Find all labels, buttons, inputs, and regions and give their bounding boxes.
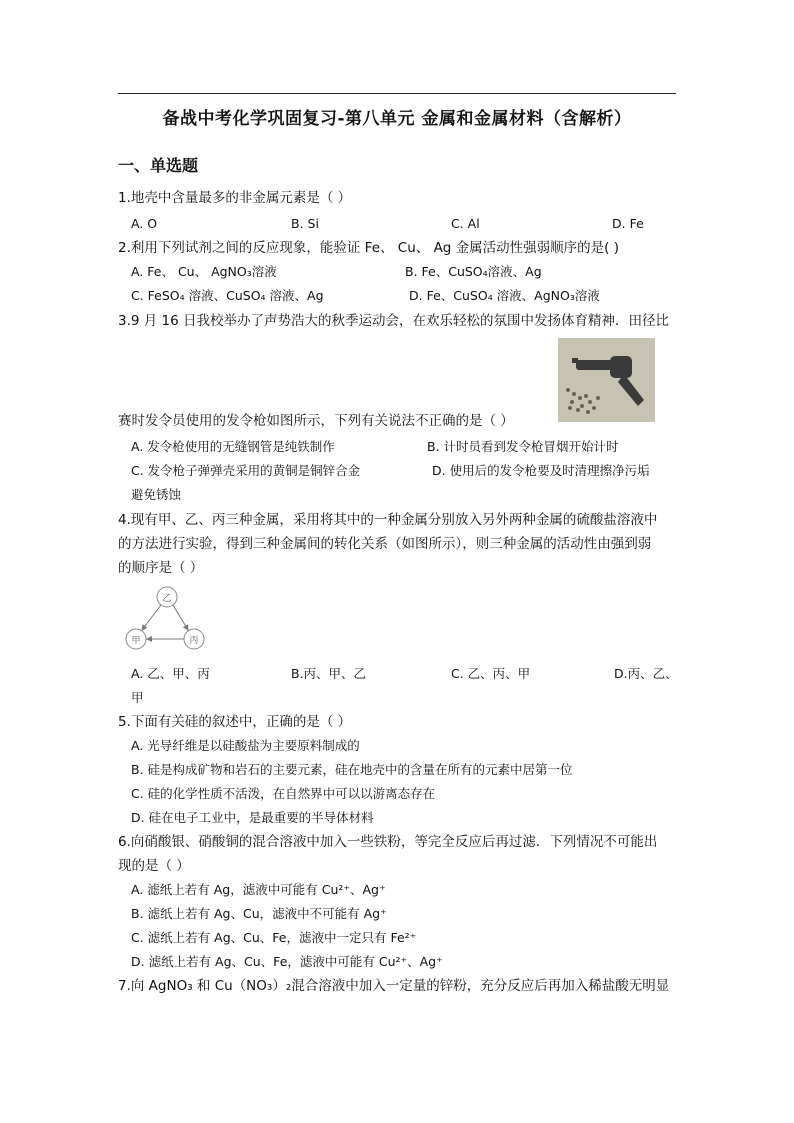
q4-option-c: C. 乙、丙、甲: [451, 666, 531, 681]
node-bing: 丙: [189, 636, 199, 646]
q5-option-b: B. 硅是构成矿物和岩石的主要元素，硅在地壳中的含量在所有的元素中居第一位: [131, 762, 573, 777]
q5-option-a: A. 光导纤维是以硅酸盐为主要原料制成的: [131, 738, 360, 753]
q6-option-a: A. 滤纸上若有 Ag，滤液中可能有 Cu²⁺、Ag⁺: [131, 882, 386, 897]
q5-option-c: C. 硅的化学性质不活泼，在自然界中可以以游离态存在: [131, 786, 436, 801]
q3-option-b: B. 计时员看到发令枪冒烟开始计时: [427, 439, 619, 454]
question-1-stem: 1.地壳中含量最多的非金属元素是（ ）: [118, 190, 352, 206]
question-6-stem-line1: 6.向硝酸银、硝酸铜的混合溶液中加入一些铁粉，等完全反应后再过滤．下列情况不可能出: [118, 834, 658, 850]
page-title: 备战中考化学巩固复习-第八单元 金属和金属材料（含解析）: [162, 109, 632, 129]
q1-option-b: B. Si: [291, 216, 319, 231]
q4-option-d-continued: 甲: [131, 690, 144, 705]
question-3-stem-line1: 3.9 月 16 日我校举办了声势浩大的秋季运动会，在欢乐轻松的氛围中发扬体育精神．田径比: [118, 313, 670, 329]
q2-option-b: B. Fe、CuSO₄溶液、Ag: [405, 264, 542, 279]
question-4-stem-line2: 的方法进行实验，得到三种金属间的转化关系（如图所示），则三种金属的活动性由强到弱: [118, 536, 652, 552]
question-2-stem: 2.利用下列试剂之间的反应现象，能验证 Fe、 Cu、 Ag 金属活动性强弱顺序的是( ): [118, 240, 619, 256]
q1-option-a: A. O: [131, 216, 158, 231]
q3-option-d: D. 使用后的发令枪要及时清理擦净污垢: [432, 463, 650, 478]
q5-option-d: D. 硅在电子工业中，是最重要的半导体材料: [131, 810, 374, 825]
question-3-stem-line2: 赛时发令员使用的发令枪如图所示，下列有关说法不正确的是（ ）: [118, 413, 514, 429]
q1-option-d: D. Fe: [612, 216, 644, 231]
q2-option-a: A. Fe、 Cu、 AgNO₃溶液: [131, 264, 277, 279]
q2-option-c: C. FeSO₄ 溶液、CuSO₄ 溶液、Ag: [131, 288, 324, 303]
question-7-stem-line1: 7.向 AgNO₃ 和 Cu（NO₃）₂混合溶液中加入一定量的锌粉，充分反应后再加入稀盐酸无明显: [118, 978, 670, 994]
q4-option-a: A. 乙、甲、丙: [131, 666, 210, 681]
header-rule: [118, 93, 676, 94]
metal-transformation-diagram: [124, 585, 210, 653]
question-5-stem: 5.下面有关硅的叙述中，正确的是（ ）: [118, 714, 352, 730]
q6-option-b: B. 滤纸上若有 Ag、Cu，滤液中不可能有 Ag⁺: [131, 906, 387, 921]
question-4-stem-line1: 4.现有甲、乙、丙三种金属，采用将其中的一种金属分别放入另外两种金属的硫酸盐溶液中: [118, 512, 658, 528]
node-yi: 乙: [162, 594, 172, 604]
q3-option-c: C. 发令枪子弹弹壳采用的黄铜是铜锌合金: [131, 463, 361, 478]
section-heading: 一、单选题: [118, 156, 199, 175]
q6-option-d: D. 滤纸上若有 Ag、Cu、Fe，滤液中可能有 Cu²⁺、Ag⁺: [131, 954, 443, 969]
question-6-stem-line2: 现的是（ ）: [118, 858, 190, 874]
q1-option-c: C. Al: [451, 216, 480, 231]
starting-pistol-photo: [558, 338, 655, 422]
q2-option-d: D. Fe、CuSO₄ 溶液、AgNO₃溶液: [409, 288, 600, 303]
q4-option-d: D.丙、乙、: [614, 666, 678, 681]
q3-option-a: A. 发令枪使用的无缝钢管是纯铁制作: [131, 439, 335, 454]
q6-option-c: C. 滤纸上若有 Ag、Cu、Fe，滤液中一定只有 Fe²⁺: [131, 930, 417, 945]
q3-option-d-continued: 避免锈蚀: [131, 487, 182, 502]
node-jia: 甲: [131, 636, 141, 646]
question-4-stem-line3: 的顺序是（ ）: [118, 560, 204, 576]
q4-option-b: B.丙、甲、乙: [291, 666, 367, 681]
